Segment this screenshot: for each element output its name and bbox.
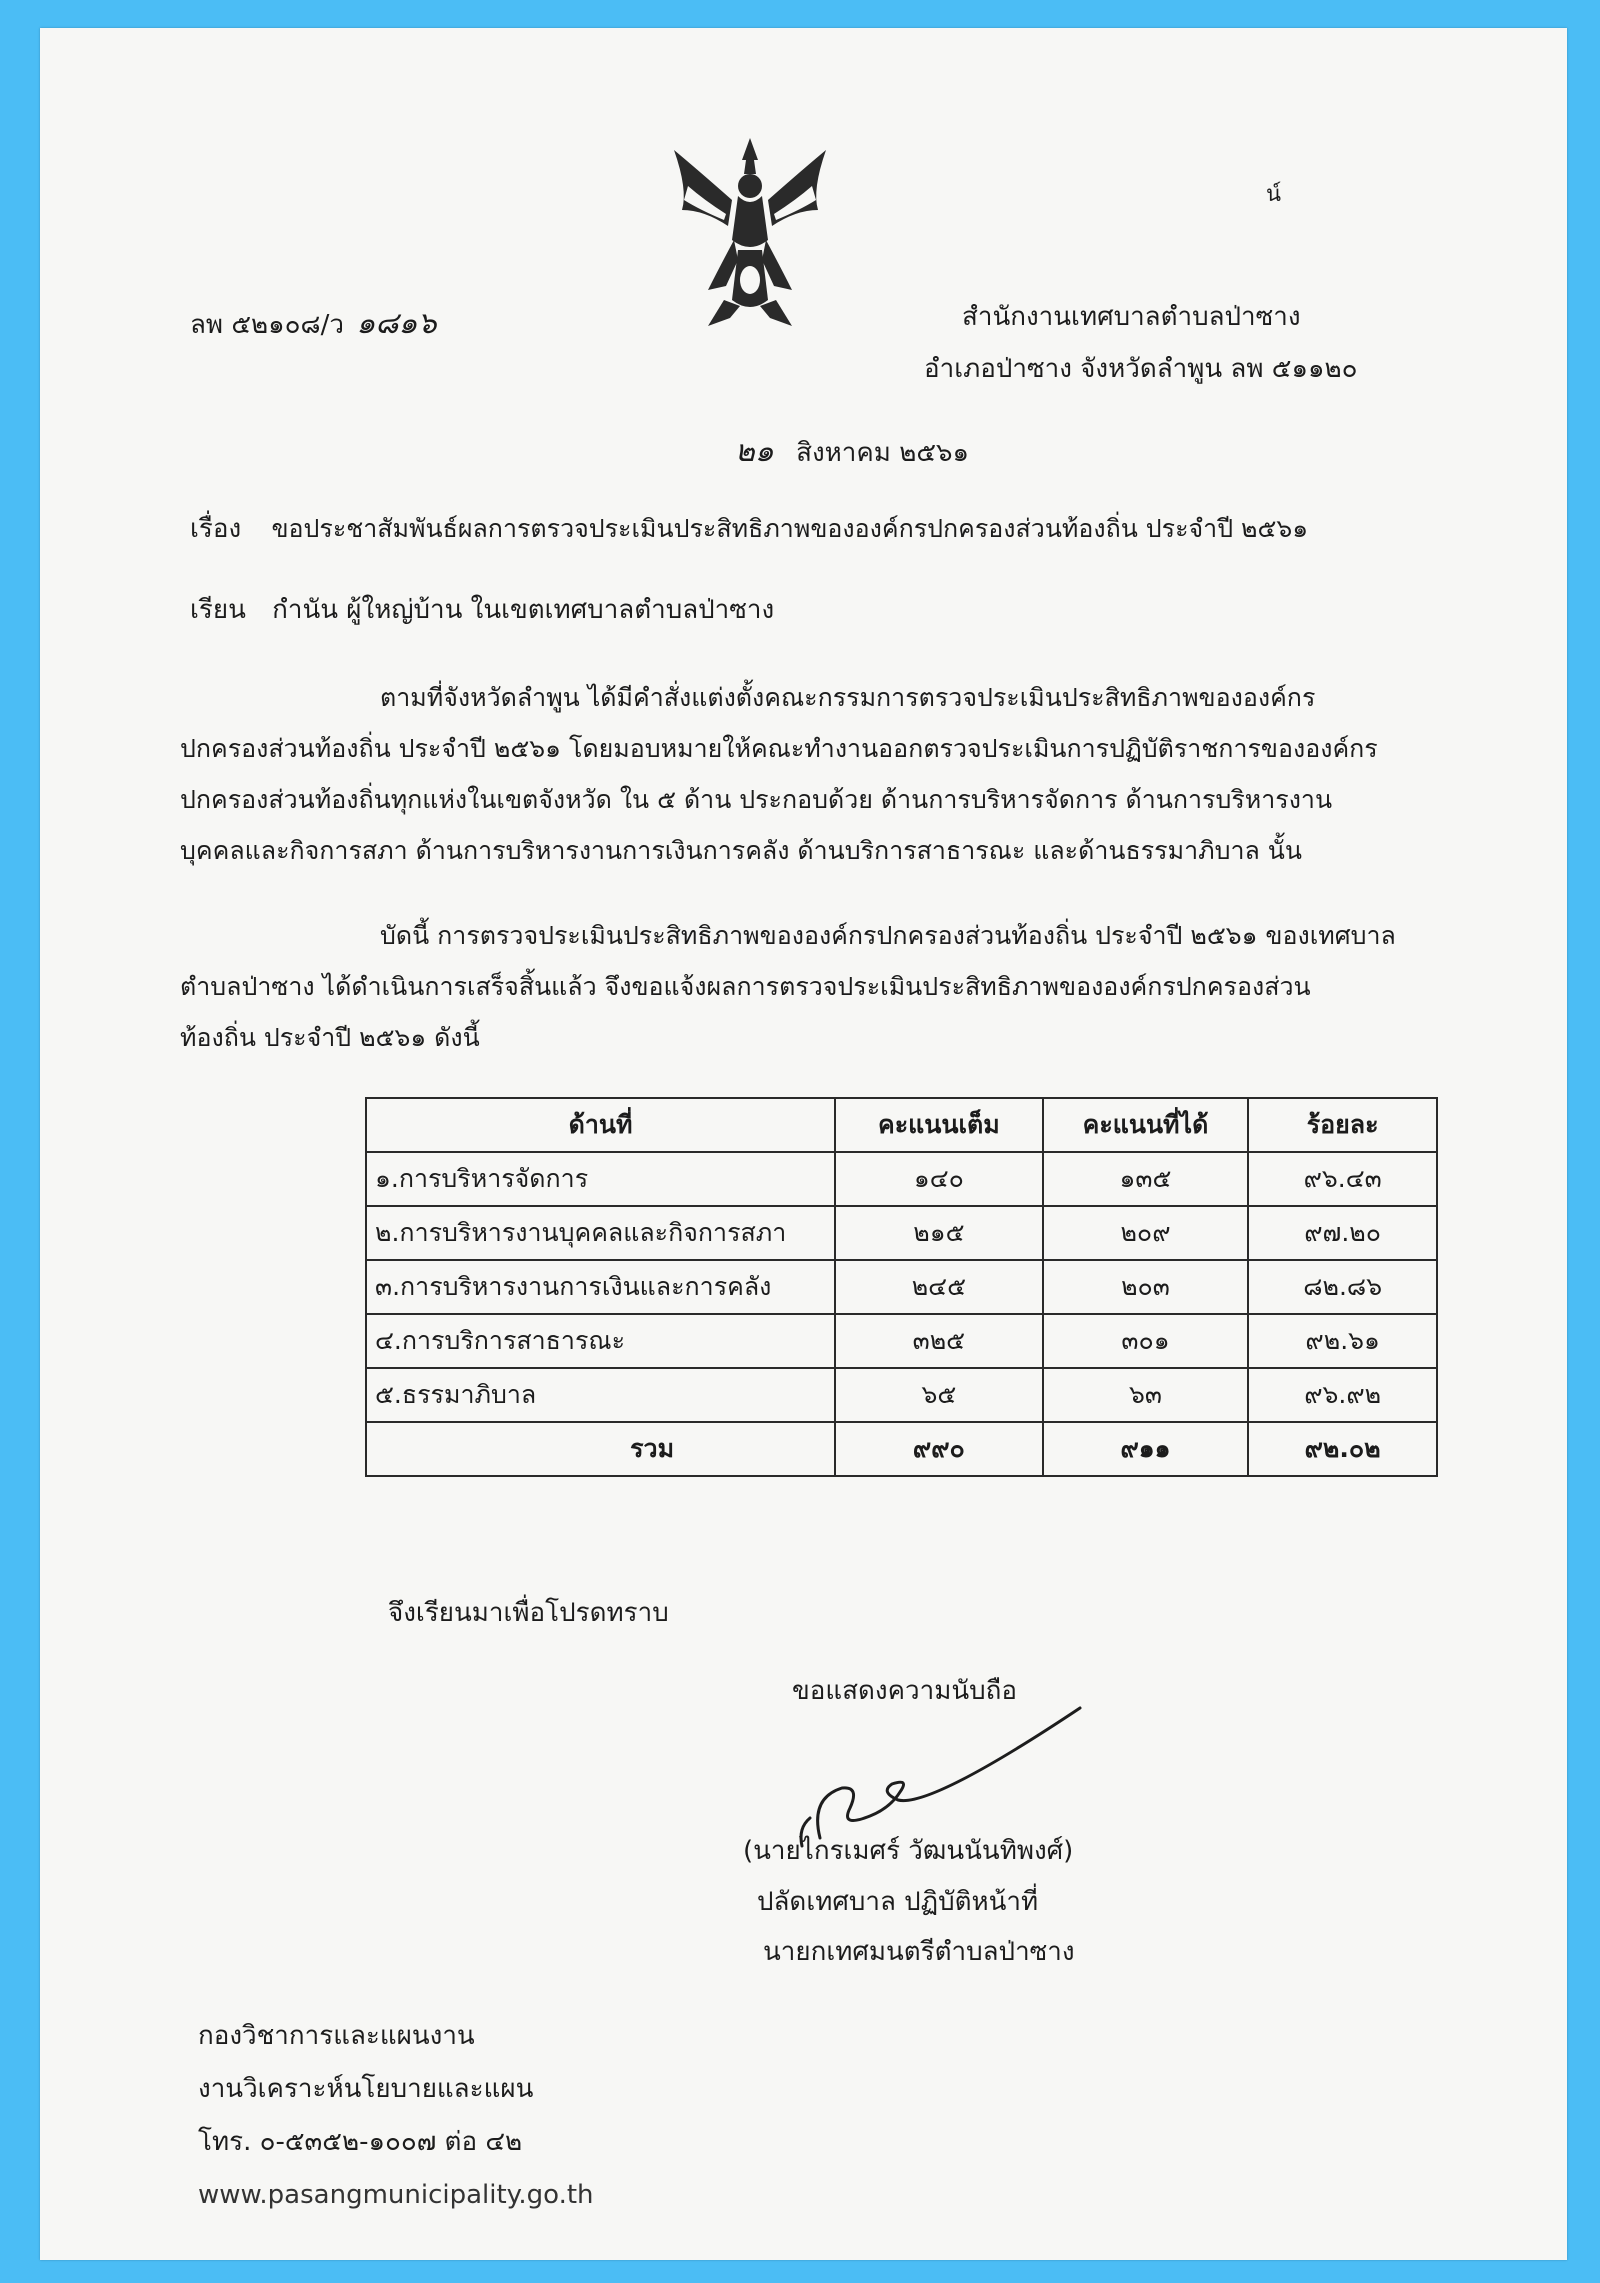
office-address: อำเภอป่าซาง จังหวัดลำพูน ลพ ๕๑๑๒๐: [924, 354, 1358, 384]
office-name: สำนักงานเทศบาลตำบลป่าซาง: [962, 302, 1301, 332]
paragraph-line: บัดนี้ การตรวจประเมินประสิทธิภาพขององค์กรปกครองส่วนท้องถิ่น ประจำปี ๒๕๖๑ ของเทศบาล: [380, 921, 1396, 950]
total-label: รวม: [366, 1422, 835, 1476]
paragraph-line: ท้องถิ่น ประจำปี ๒๕๖๑ ดังนี้: [180, 1023, 480, 1052]
closing-inform: จึงเรียนมาเพื่อโปรดทราบ: [388, 1598, 669, 1628]
subject-label: เรื่อง: [190, 514, 242, 544]
row-full-score: ๖๕: [835, 1368, 1043, 1422]
date-month-year: สิงหาคม ๒๕๖๑: [796, 438, 970, 468]
document-date: [735, 434, 969, 470]
body-paragraph-1: [180, 672, 1467, 876]
footer-unit: งานวิเคราะห์นโยบายและแผน: [198, 2074, 534, 2104]
paragraph-line: ปกครองส่วนท้องถิ่น ประจำปี ๒๕๖๑ โดยมอบหมายให้คณะทำงานออกตรวจประเมินการปฏิบัติราชการขององค์กร: [180, 734, 1378, 763]
row-category: ๕.ธรรมาภิบาล: [366, 1368, 835, 1422]
table-total-row: [366, 1422, 1437, 1476]
signer-title: ปลัดเทศบาล ปฏิบัติหน้าที่: [757, 1887, 1039, 1917]
row-score-obtained: ๓๐๑: [1043, 1314, 1249, 1368]
footer-phone: โทร. ๐-๕๓๕๒-๑๐๐๗ ต่อ ๔๒: [198, 2127, 523, 2157]
closing-regards: ขอแสดงความนับถือ: [792, 1676, 1017, 1706]
row-percent: ๙๗.๒๐: [1248, 1206, 1437, 1260]
document-number: ลพ ๕๒๑๐๘/ว: [190, 310, 344, 340]
row-score-obtained: ๒๐๙: [1043, 1206, 1249, 1260]
header-category: ด้านที่: [366, 1098, 835, 1152]
recipient-line: [190, 595, 774, 626]
document-page: [40, 28, 1567, 2260]
body-paragraph-2: [180, 910, 1467, 1063]
row-percent: ๘๒.๘๖: [1248, 1260, 1437, 1314]
garuda-emblem-icon: [668, 130, 833, 330]
paragraph-line: ตำบลป่าซาง ได้ดำเนินการเสร็จสิ้นแล้ว จึงขอแจ้งผลการตรวจประเมินประสิทธิภาพขององค์กรปกครองส่วน: [180, 972, 1311, 1001]
recipient-text: กำนัน ผู้ใหญ่บ้าน ในเขตเทศบาลตำบลป่าซาง: [272, 595, 775, 625]
row-full-score: ๒๔๕: [835, 1260, 1043, 1314]
date-day: ๒๑: [735, 434, 774, 469]
total-full-score: ๙๙๐: [835, 1422, 1043, 1476]
row-full-score: ๒๑๕: [835, 1206, 1043, 1260]
header-score-obtained: คะแนนที่ได้: [1043, 1098, 1249, 1152]
row-score-obtained: ๑๓๕: [1043, 1152, 1249, 1206]
subject-line: [190, 514, 1308, 545]
table-row: [366, 1368, 1437, 1422]
row-category: ๒.การบริหารงานบุคคลและกิจการสภา: [366, 1206, 835, 1260]
table-header-row: [366, 1098, 1437, 1152]
footer-website: www.pasangmunicipality.go.th: [198, 2180, 594, 2210]
signer-name: (นายไกรเมศร์ วัฒนนันทิพงศ์): [743, 1836, 1074, 1866]
row-full-score: ๓๒๕: [835, 1314, 1043, 1368]
recipient-label: เรียน: [190, 595, 246, 625]
row-category: ๓.การบริหารงานการเงินและการคลัง: [366, 1260, 835, 1314]
signer-title-acting: นายกเทศมนตรีตำบลป่าซาง: [763, 1937, 1075, 1967]
score-table: [365, 1097, 1438, 1477]
subject-text: ขอประชาสัมพันธ์ผลการตรวจประเมินประสิทธิภาพขององค์กรปกครองส่วนท้องถิ่น ประจำปี ๒๕๖๑: [271, 514, 1309, 543]
row-score-obtained: ๒๐๓: [1043, 1260, 1249, 1314]
row-score-obtained: ๖๓: [1043, 1368, 1249, 1422]
document-number-handwritten: ๑๘๑๖: [356, 306, 437, 341]
header-percent: ร้อยละ: [1248, 1098, 1437, 1152]
total-score-obtained: ๙๑๑: [1043, 1422, 1249, 1476]
total-percent: ๙๒.๐๒: [1248, 1422, 1437, 1476]
row-full-score: ๑๔๐: [835, 1152, 1043, 1206]
footer-department: กองวิชาการและแผนงาน: [198, 2021, 475, 2051]
row-percent: ๙๖.๙๒: [1248, 1368, 1437, 1422]
table-row: [366, 1314, 1437, 1368]
corner-mark: น์: [1266, 182, 1282, 207]
table-row: [366, 1206, 1437, 1260]
row-percent: ๙๖.๔๓: [1248, 1152, 1437, 1206]
table-row: [366, 1152, 1437, 1206]
row-percent: ๙๒.๖๑: [1248, 1314, 1437, 1368]
table-row: [366, 1260, 1437, 1314]
header-full-score: คะแนนเต็ม: [835, 1098, 1043, 1152]
paragraph-line: บุคคลและกิจการสภา ด้านการบริหารงานการเงินการคลัง ด้านบริการสาธารณะ และด้านธรรมาภิบาล นั้น: [180, 836, 1302, 865]
row-category: ๑.การบริหารจัดการ: [366, 1152, 835, 1206]
paragraph-line: ปกครองส่วนท้องถิ่นทุกแห่งในเขตจังหวัด ใน ๕ ด้าน ประกอบด้วย ด้านการบริหารจัดการ ด้านการบริหารงาน: [180, 785, 1333, 814]
paragraph-line: ตามที่จังหวัดลำพูน ได้มีคำสั่งแต่งตั้งคณะกรรมการตรวจประเมินประสิทธิภาพขององค์กร: [380, 683, 1316, 712]
row-category: ๔.การบริการสาธารณะ: [366, 1314, 835, 1368]
